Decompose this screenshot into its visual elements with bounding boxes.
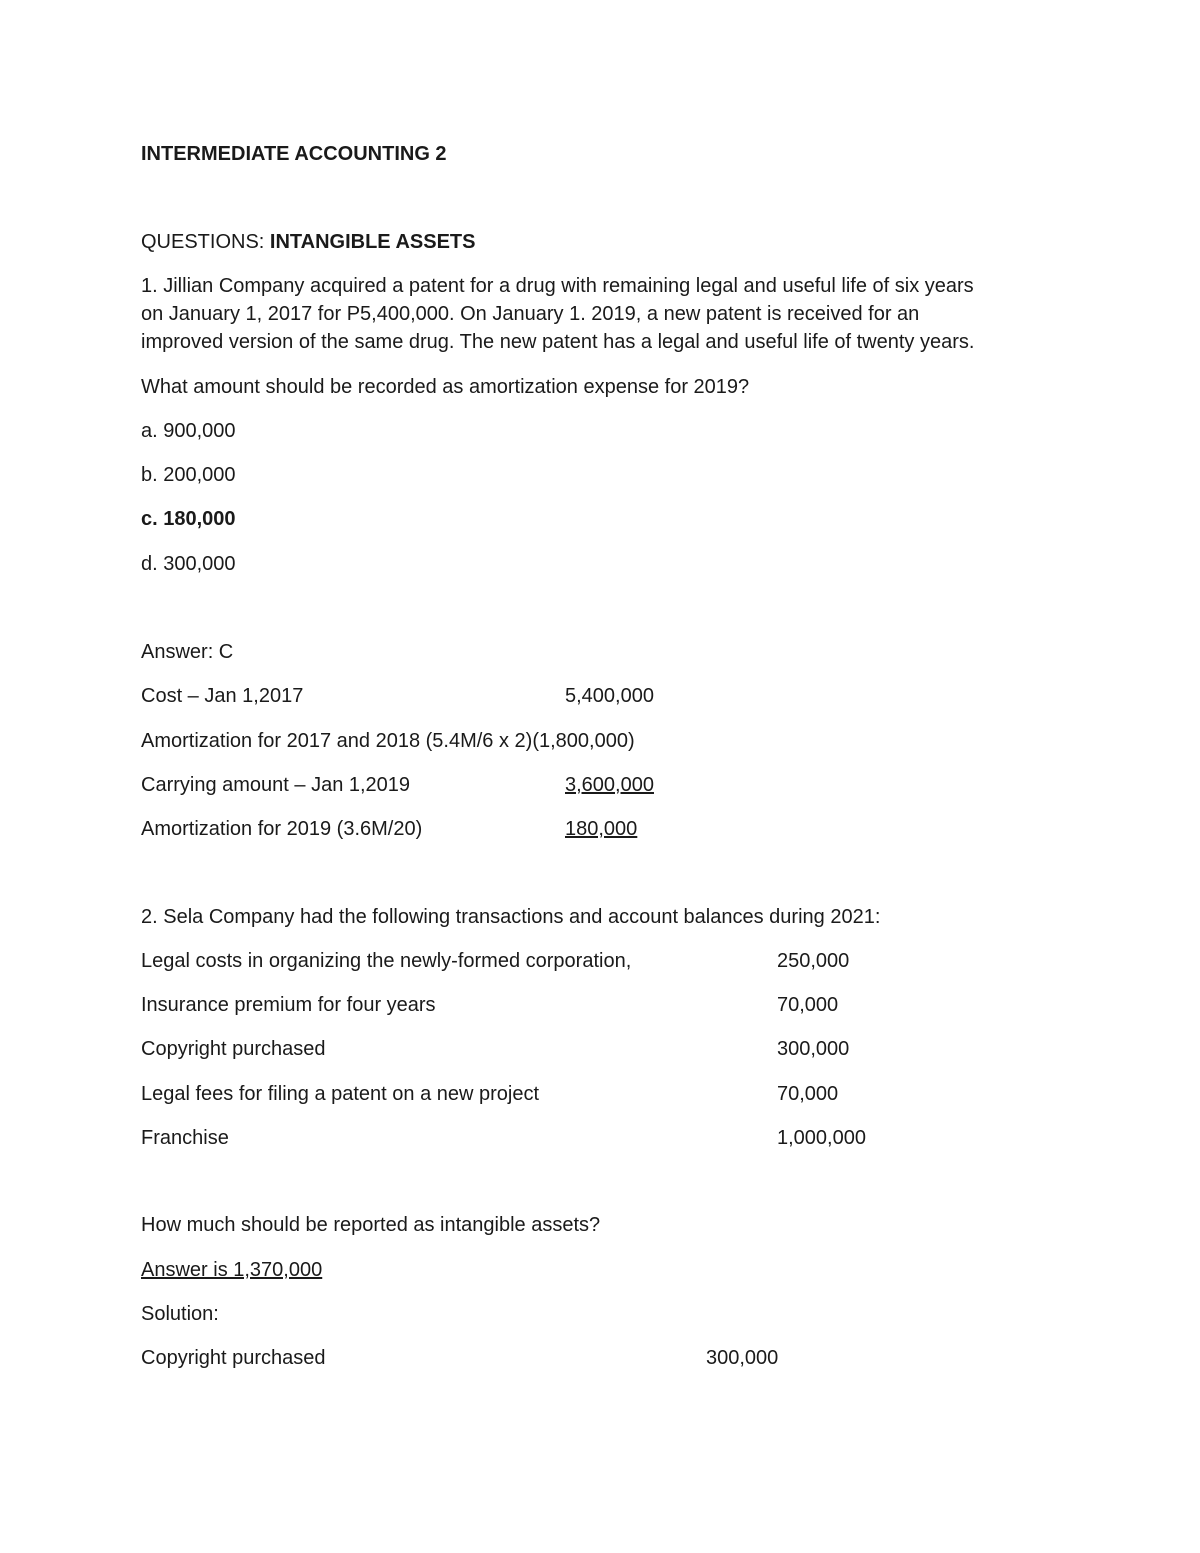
questions-label: QUESTIONS: [141,231,270,253]
q2-item-label: Copyright purchased [141,1038,326,1060]
q1-solution-label: Carrying amount – Jan 1,2019 [141,774,411,796]
topic-title: INTANGIBLE ASSETS [269,231,476,253]
q2-intro: 2. Sela Company had the following transactions and account balances during 2021: [141,906,881,928]
section-heading [141,229,475,255]
q1-option-c: c. 180,000 [141,508,236,530]
q2-item-label: Legal costs in organizing the newly-formed corporation, [141,950,632,972]
q2-item-value: 1,000,000 [777,1127,866,1149]
q1-text-line: improved version of the same drug. The new patent has a legal and useful life of twenty years. [141,331,975,353]
q2-solution-item-label: Copyright purchased [141,1347,326,1369]
q2-item-label: Franchise [141,1127,229,1149]
q1-text-line: on January 1, 2017 for P5,400,000. On January 1. 2019, a new patent is received for an [141,303,920,325]
q1-solution-value: 180,000 [565,818,638,840]
q1-solution-value: 5,400,000 [565,685,654,707]
q2-item-value: 300,000 [777,1038,850,1060]
q2-item-value: 250,000 [777,950,850,972]
q2-item-label: Insurance premium for four years [141,994,436,1016]
q2-item-value: 70,000 [777,1083,839,1105]
q1-solution-label: Amortization for 2017 and 2018 (5.4M/6 x 2) [141,730,533,752]
q1-solution-label: Cost – Jan 1,2017 [141,685,304,707]
q1-solution-value: 3,600,000 [565,774,654,796]
q2-solution-item-value: 300,000 [706,1347,779,1369]
q1-solution-label: Amortization for 2019 (3.6M/20) [141,818,423,840]
q2-item-value: 70,000 [777,994,839,1016]
q1-text-line: 1. Jillian Company acquired a patent for a drug with remaining legal and useful life of six years [141,275,974,297]
q1-option-b: b. 200,000 [141,464,236,486]
q1-prompt: What amount should be recorded as amortization expense for 2019? [141,376,750,398]
q2-answer: Answer is 1,370,000 [141,1259,323,1281]
q2-solution-label: Solution: [141,1303,219,1325]
document-title: INTERMEDIATE ACCOUNTING 2 [141,143,447,165]
q1-solution-row [141,728,635,754]
q1-option-a: a. 900,000 [141,420,236,442]
q1-answer: Answer: C [141,641,234,663]
q2-prompt: How much should be reported as intangible assets? [141,1214,601,1236]
q1-option-d: d. 300,000 [141,553,236,575]
q2-item-label: Legal fees for filing a patent on a new project [141,1083,540,1105]
q1-solution-value: (1,800,000) [532,730,635,752]
